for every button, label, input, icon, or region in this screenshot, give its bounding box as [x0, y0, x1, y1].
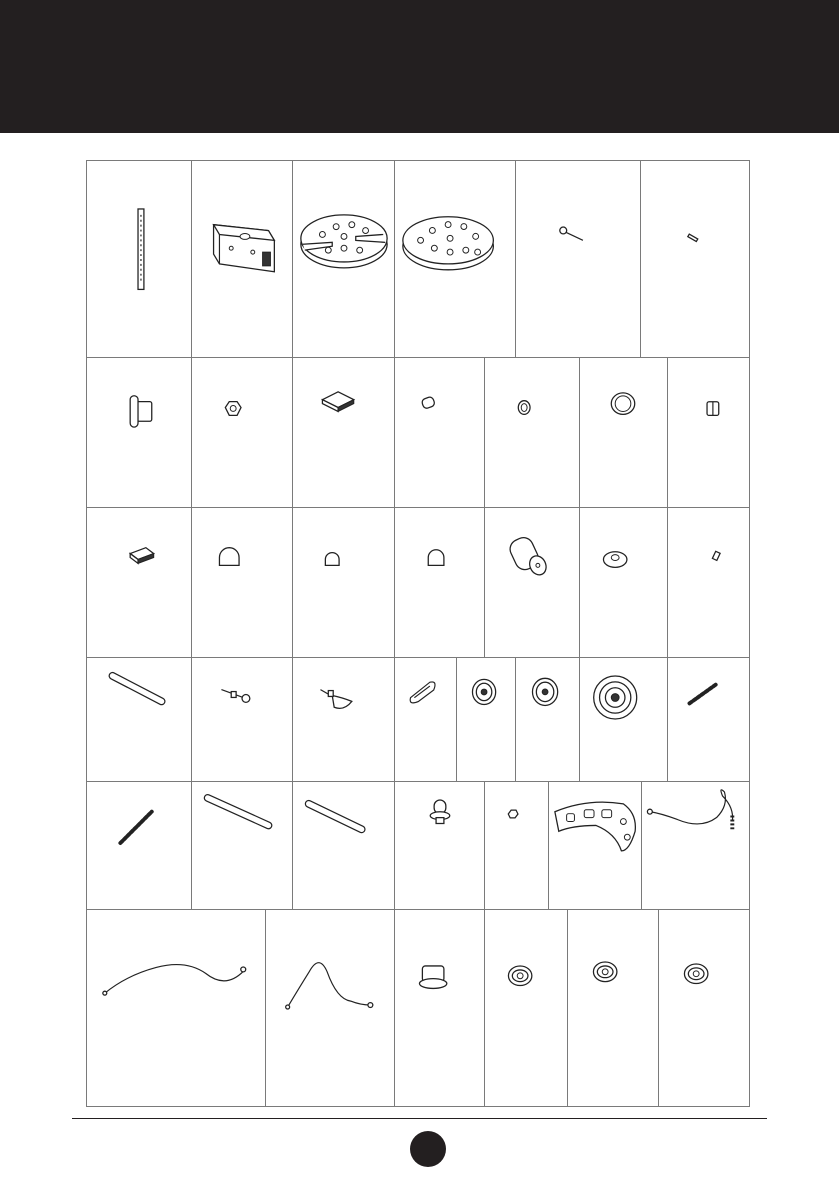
- carabiner-icon: [395, 658, 456, 781]
- part-cell-hex-nut: [191, 357, 293, 508]
- part-cell-slotted-plate: [292, 160, 395, 358]
- part-cell-grommet-2: [567, 909, 659, 1107]
- part-cell-long-rod: [191, 781, 293, 910]
- large-dome-cap-icon: [192, 508, 292, 657]
- part-cell-clip: [667, 357, 750, 508]
- rod-icon: [293, 782, 394, 909]
- part-cell-ring-bushing: [579, 357, 668, 508]
- slotted-oval-plate-icon: [293, 161, 394, 357]
- ring-bushing-icon: [580, 358, 667, 507]
- foot-cap-icon: [395, 782, 484, 909]
- part-cell-knob-pin: [191, 657, 293, 782]
- small-pulley-icon: [457, 658, 515, 781]
- part-cell-square-pad: [292, 357, 395, 508]
- part-cell-pin: [515, 160, 641, 358]
- part-cell-tube-rod: [86, 160, 192, 358]
- part-cell-small-dome-cap: [292, 507, 395, 658]
- bushing-icon: [485, 358, 579, 507]
- cable-spring-icon: [642, 782, 749, 909]
- spacer-icon: [395, 358, 484, 507]
- part-cell-chain-short: [86, 781, 192, 910]
- part-cell-carabiner: [394, 657, 457, 782]
- part-cell-chain: [667, 657, 750, 782]
- grommet-icon: [568, 910, 658, 1106]
- part-cell-latch-pin: [292, 657, 395, 782]
- part-cell-long-cable: [86, 909, 266, 1107]
- curved-bracket-icon: [549, 782, 641, 909]
- part-cell-small-pin: [640, 160, 750, 358]
- part-cell-oval-plate: [394, 160, 516, 358]
- short-rod-icon: [87, 658, 191, 781]
- part-cell-small-nut: [484, 781, 549, 910]
- part-cell-bushing: [484, 357, 580, 508]
- small-nut-icon: [485, 782, 548, 909]
- part-cell-foot-cap: [394, 781, 485, 910]
- long-rod-icon: [192, 782, 292, 909]
- part-cell-spacer: [394, 357, 485, 508]
- part-cell-end-cap: [86, 357, 192, 508]
- part-cell-roller: [484, 507, 580, 658]
- square-clip-icon: [87, 508, 191, 657]
- pin-icon: [516, 161, 640, 357]
- part-cell-arched-cable: [265, 909, 395, 1107]
- clip-icon: [668, 358, 749, 507]
- tube-rod-icon: [87, 161, 191, 357]
- part-cell-short-rod: [86, 657, 192, 782]
- part-cell-dome-cap: [394, 507, 485, 658]
- latch-pin-icon: [293, 658, 394, 781]
- part-cell-grommet-1: [484, 909, 568, 1107]
- chain-short-icon: [87, 782, 191, 909]
- square-pad-icon: [293, 358, 394, 507]
- washer-icon: [580, 508, 667, 657]
- medium-pulley-icon: [516, 658, 579, 781]
- long-cable-icon: [87, 910, 265, 1106]
- arched-cable-icon: [266, 910, 394, 1106]
- part-cell-cable-spring: [641, 781, 750, 910]
- chain-icon: [668, 658, 749, 781]
- dome-cap-icon: [395, 508, 484, 657]
- part-cell-rod: [292, 781, 395, 910]
- hex-nut-icon: [192, 358, 292, 507]
- part-cell-square-clip: [86, 507, 192, 658]
- part-cell-grommet-3: [658, 909, 750, 1107]
- roller-icon: [485, 508, 579, 657]
- part-cell-block-bracket: [191, 160, 293, 358]
- part-cell-small-screw: [667, 507, 750, 658]
- grommet-icon: [659, 910, 749, 1106]
- end-cap-icon: [87, 358, 191, 507]
- small-dome-cap-icon: [293, 508, 394, 657]
- part-cell-plug-cap: [394, 909, 485, 1107]
- page-number-badge: [410, 1131, 446, 1167]
- block-bracket-icon: [192, 161, 292, 357]
- small-screw-icon: [668, 508, 749, 657]
- large-pulley-icon: [580, 658, 667, 781]
- part-cell-curved-bracket: [548, 781, 642, 910]
- part-cell-small-pulley: [456, 657, 516, 782]
- knob-pin-icon: [192, 658, 292, 781]
- part-cell-large-dome-cap: [191, 507, 293, 658]
- grommet-icon: [485, 910, 567, 1106]
- footer-rule: [72, 1118, 767, 1119]
- plug-cap-icon: [395, 910, 484, 1106]
- oval-plate-icon: [395, 161, 515, 357]
- small-pin-icon: [641, 161, 749, 357]
- part-cell-washer: [579, 507, 668, 658]
- part-cell-large-pulley: [579, 657, 668, 782]
- part-cell-medium-pulley: [515, 657, 580, 782]
